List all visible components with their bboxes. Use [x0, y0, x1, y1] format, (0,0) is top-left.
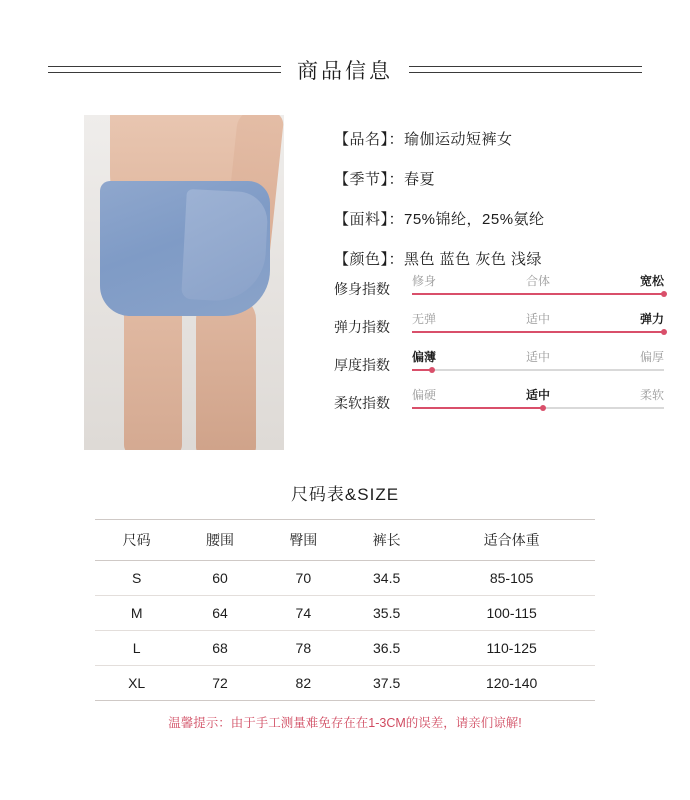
meter-dot-softness [540, 405, 546, 411]
spec-item-name: 【品名】：瑜伽运动短裤女 [334, 131, 513, 148]
meter-bar-fit [412, 293, 664, 295]
meter-tick-softness-1: 适中 [525, 388, 550, 402]
cell-hip: 78 [262, 631, 345, 666]
photo-model-leg-right [196, 297, 256, 450]
meter-row-fit [334, 270, 664, 308]
meter-row-softness [334, 384, 664, 422]
meter-row-thickness [334, 346, 664, 384]
meter-dot-thickness [429, 367, 435, 373]
meter-body-elasticity [412, 308, 664, 346]
meter-bar-softness [412, 407, 664, 409]
meter-dot-fit [661, 291, 667, 297]
size-chart-head [95, 520, 595, 561]
meter-tick-softness-0: 偏硬 [412, 388, 437, 402]
meter-fill-elasticity [412, 331, 664, 333]
column-header-waist: 腰围 [178, 520, 261, 561]
table-row [95, 596, 595, 631]
size-chart-title: 尺码表&SIZE [290, 485, 400, 504]
cell-size: S [95, 561, 178, 596]
cell-size: L [95, 631, 178, 666]
header-rule-right [409, 65, 642, 75]
spec-item-color: 【颜色】：黑色 蓝色 灰色 浅绿 [334, 251, 543, 268]
meter-tick-thickness-0: 偏薄 [412, 350, 437, 364]
table-row [95, 561, 595, 596]
page-header [0, 48, 690, 92]
cell-length: 34.5 [345, 561, 428, 596]
cell-waist: 60 [178, 561, 261, 596]
meter-body-thickness [412, 346, 664, 384]
header-rule-left [48, 65, 281, 75]
column-header-hip: 臀围 [262, 520, 345, 561]
meter-fill-softness [412, 407, 543, 409]
cell-weight: 100-115 [428, 596, 595, 631]
cell-waist: 72 [178, 666, 261, 701]
cell-weight: 120-140 [428, 666, 595, 701]
table-header-row [95, 520, 595, 561]
size-chart-table [95, 519, 595, 701]
index-meter-list [334, 270, 664, 422]
table-row [95, 666, 595, 701]
meter-bar-elasticity [412, 331, 664, 333]
cell-size: XL [95, 666, 178, 701]
meter-body-fit [412, 270, 664, 308]
cell-hip: 70 [262, 561, 345, 596]
cell-length: 36.5 [345, 631, 428, 666]
cell-length: 37.5 [345, 666, 428, 701]
meter-ticks-elasticity [412, 310, 664, 327]
cell-weight: 85-105 [428, 561, 595, 596]
meter-label-softness: 柔软指数 [334, 395, 390, 411]
meter-tick-softness-2: 柔软 [639, 388, 664, 402]
meter-tick-elasticity-1: 适中 [525, 312, 550, 326]
meter-tick-elasticity-0: 无弹 [412, 312, 437, 326]
cell-length: 35.5 [345, 596, 428, 631]
spec-item-season: 【季节】：春夏 [334, 171, 436, 188]
cell-hip: 82 [262, 666, 345, 701]
product-section [0, 110, 690, 455]
spec-item-fabric: 【面料】：75%锦纶，25%氨纶 [334, 211, 545, 228]
size-chart-body [95, 561, 595, 701]
meter-tick-fit-0: 修身 [412, 274, 437, 288]
column-header-size: 尺码 [95, 520, 178, 561]
meter-fill-fit [412, 293, 664, 295]
cell-hip: 74 [262, 596, 345, 631]
product-photo [84, 115, 284, 450]
meter-ticks-softness [412, 386, 664, 403]
column-header-length: 裤长 [345, 520, 428, 561]
meter-label-fit: 修身指数 [334, 281, 390, 297]
meter-tick-fit-2: 宽松 [639, 274, 664, 288]
cell-size: M [95, 596, 178, 631]
size-chart-note: 温馨提示：由于手工测量难免存在在1-3CM的误差，请亲们谅解! [168, 716, 522, 730]
meter-ticks-thickness [412, 348, 664, 365]
meter-label-thickness: 厚度指数 [334, 357, 390, 373]
meter-tick-thickness-2: 偏厚 [639, 350, 664, 364]
meter-label-elasticity: 弹力指数 [334, 319, 390, 335]
meter-row-elasticity [334, 308, 664, 346]
cell-weight: 110-125 [428, 631, 595, 666]
page-title: 商品信息 [297, 60, 393, 83]
meter-tick-fit-1: 合体 [525, 274, 550, 288]
meter-bar-thickness [412, 369, 664, 371]
meter-dot-elasticity [661, 329, 667, 335]
meter-tick-thickness-1: 适中 [525, 350, 550, 364]
meter-body-softness [412, 384, 664, 422]
product-spec-list [334, 128, 664, 288]
meter-ticks-fit [412, 272, 664, 289]
size-chart-section [95, 480, 595, 731]
cell-waist: 68 [178, 631, 261, 666]
column-header-weight: 适合体重 [428, 520, 595, 561]
meter-tick-elasticity-2: 弹力 [639, 312, 664, 326]
cell-waist: 64 [178, 596, 261, 631]
table-row [95, 631, 595, 666]
